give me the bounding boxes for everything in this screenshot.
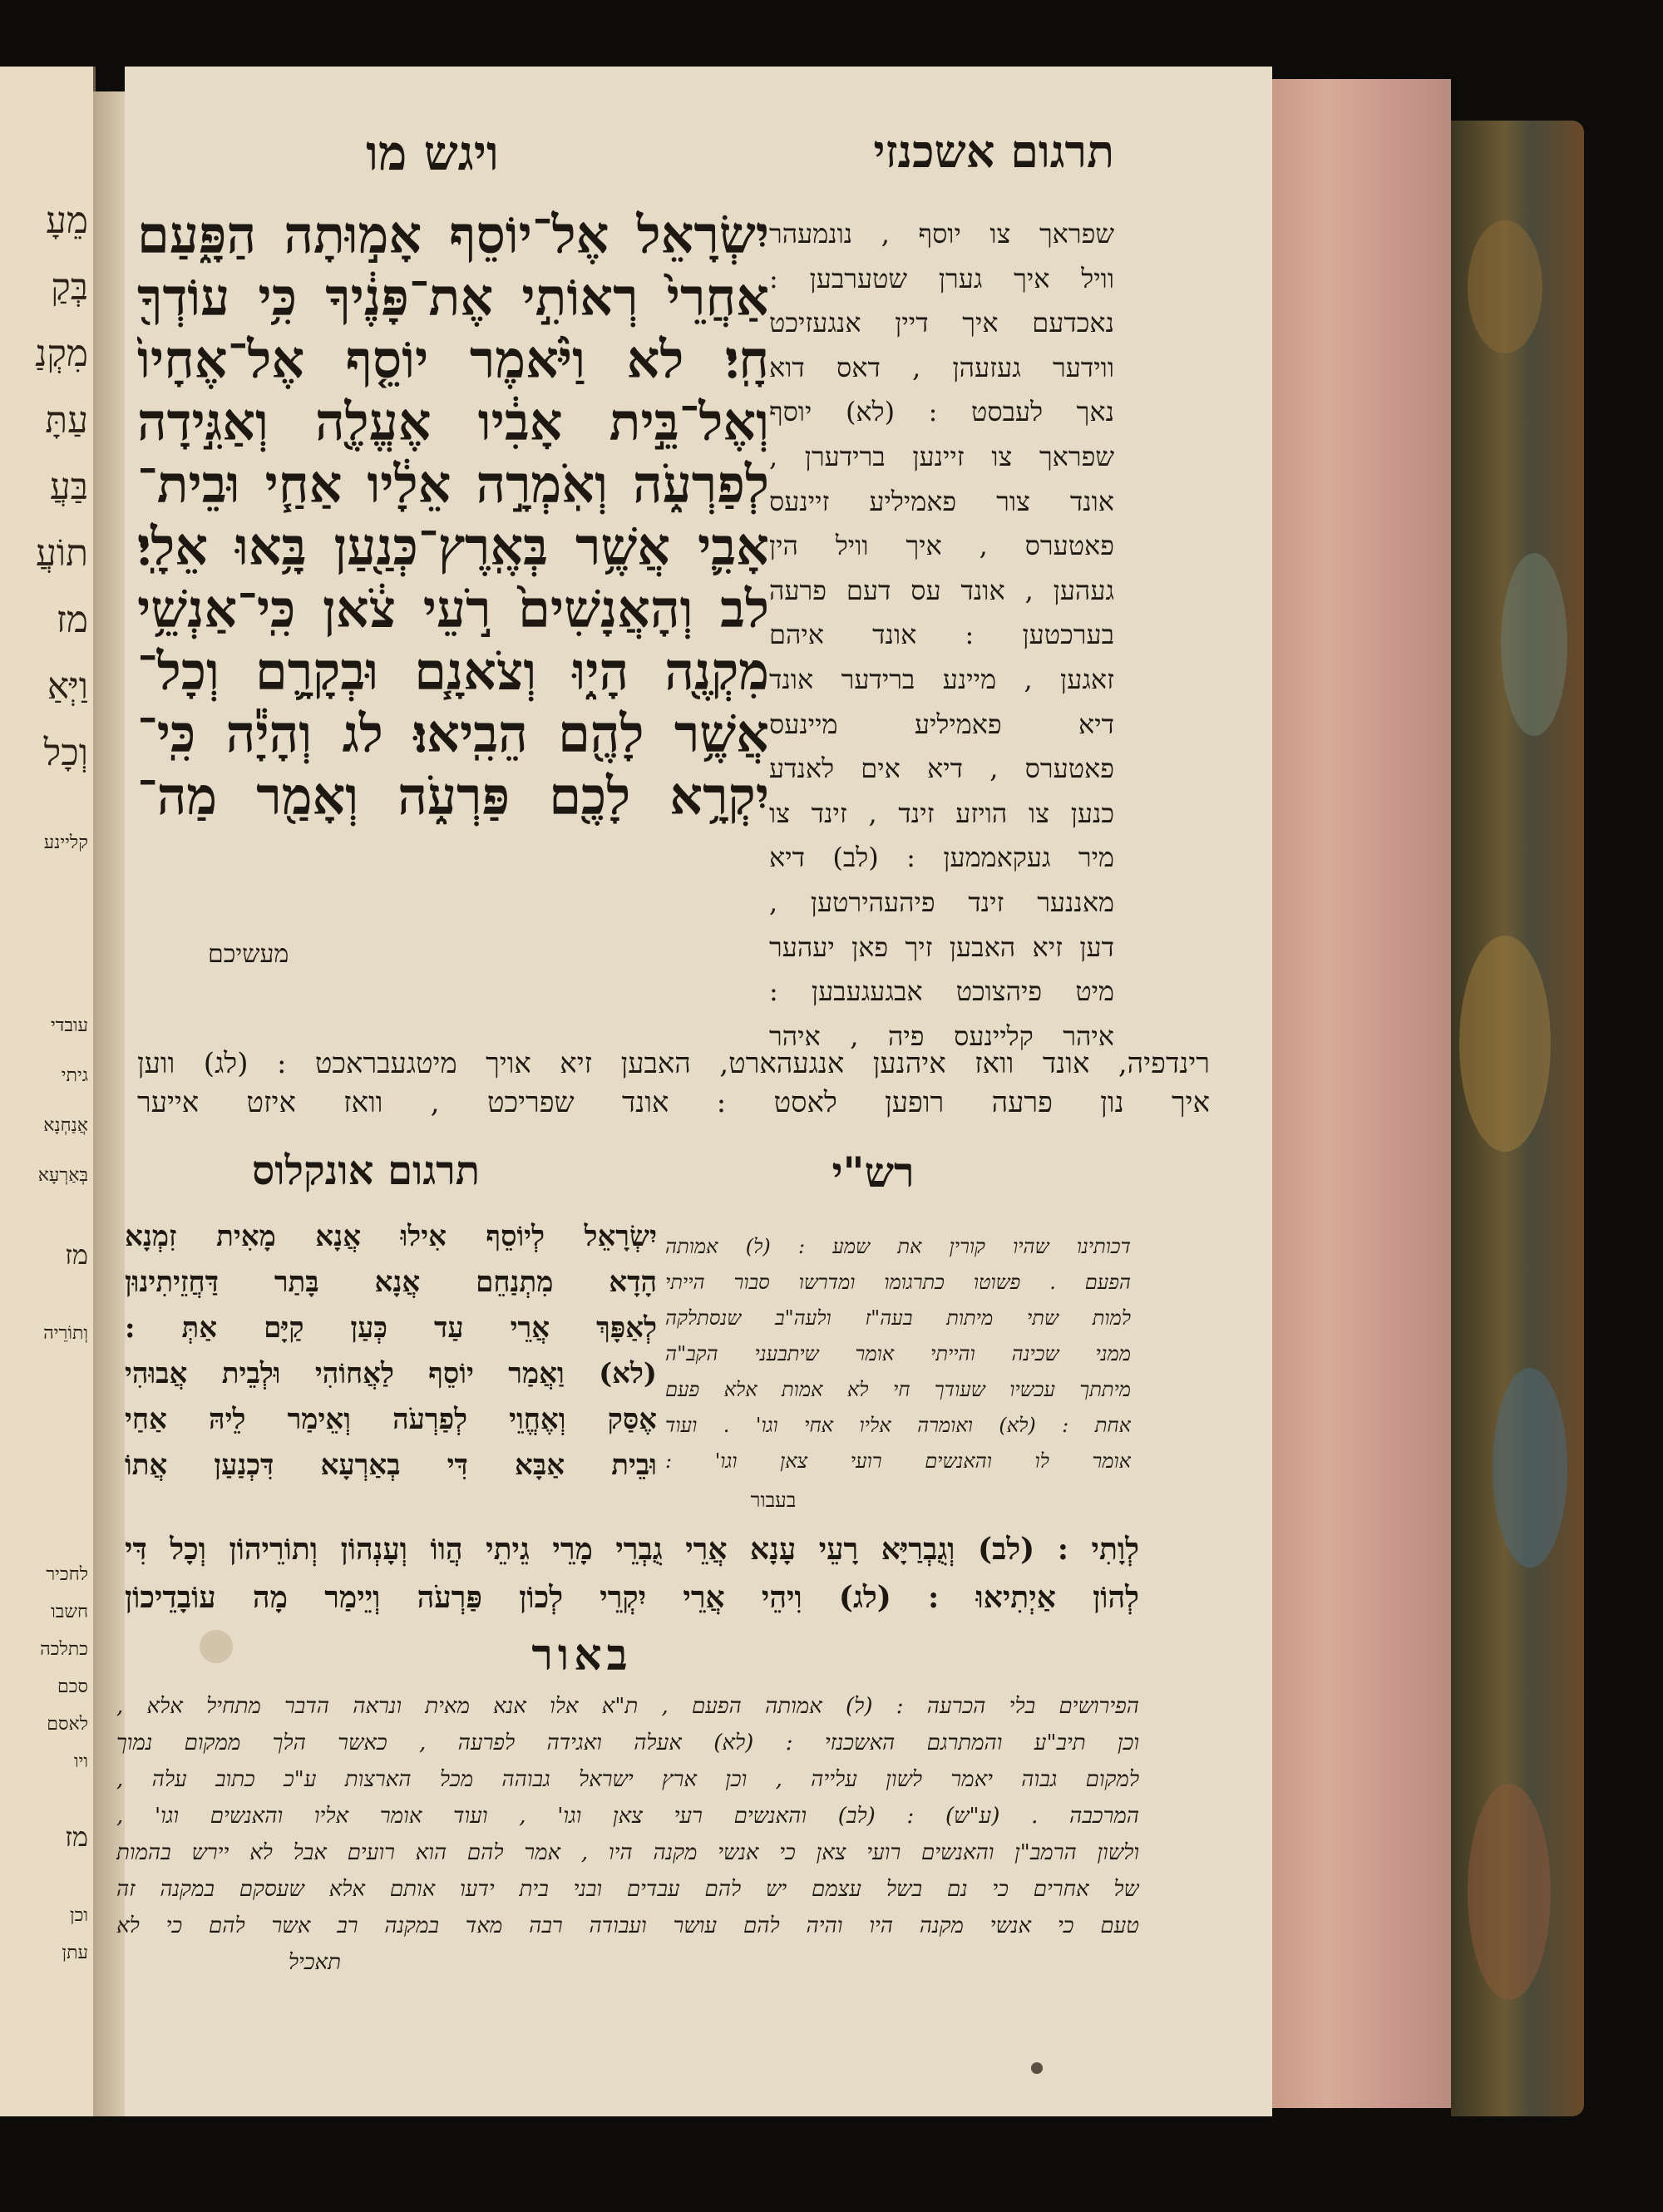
biur-line: של אחרים כי נם בשל עצמם יש להם עבדים ובני בית ידעו אותם אלא שעסקם במקנה זה xyxy=(116,1877,1139,1902)
left-page-line: וְכָל xyxy=(43,732,88,774)
targum-ashkenazi-block xyxy=(769,212,1114,1059)
onkelos-line: אֶסַּק וְאֶחֱוֵי לְפַרְעֹה וְאֵימַר לֵיהּ אַחַי xyxy=(125,1403,657,1436)
marbling-spot xyxy=(1459,936,1551,1152)
rashi-line: הפעם . פשוטו כתרגומו ומדרשו סבור הייתי xyxy=(665,1271,1131,1294)
left-page-line: בְּקַ xyxy=(51,266,88,309)
left-page-line: וַיְּאַ xyxy=(47,665,88,708)
targum-line: געהען , אונד עס דעם פרעה xyxy=(769,574,1114,606)
targum-line: וויל איך גערן שטערבען : xyxy=(769,262,1114,294)
left-page-line: מז xyxy=(65,1821,88,1853)
paper-stain xyxy=(200,1630,233,1663)
left-page-line: מז xyxy=(65,1239,88,1271)
page-edges xyxy=(1272,79,1451,2108)
bottom-shadow xyxy=(0,2116,1588,2212)
biur-line: הפירושים בלי הכרעה : (ל) אמותה הפעם , ת"א אלו אנא מאית ונראה הדבר מתחיל אלא , xyxy=(116,1694,1139,1719)
torah-line: לב וְהָאֲנָשִׁים֙ רֹ֣עֵי צֹ֔אן כִּֽי־אַנְשֵׁ֥י xyxy=(137,579,769,639)
left-page-line: בְּאַרְעָא xyxy=(37,1165,88,1186)
left-page-line: עַתָּ xyxy=(45,399,88,442)
onkelos-heading: תרגום אונקלוס xyxy=(251,1148,481,1194)
targum-line: בערכטען : אונד איהם xyxy=(769,619,1114,651)
torah-line: יִשְׂרָאֵל אֶל־יוֹסֵף אָמ֣וּתָה הַפָּ֑עַם xyxy=(137,205,769,265)
left-page-line: מז xyxy=(56,599,88,641)
running-title-right: תרגום אשכנזי xyxy=(873,125,1114,178)
torah-line: חָֽי׃ לא וַיֹּ֨אמֶר יוֹסֵ֤ף אֶל־אֶחָיו֙ xyxy=(137,329,769,390)
left-page-line: עתן xyxy=(62,1943,88,1963)
left-page-line: בַּעֲ xyxy=(49,466,88,508)
torah-line: אַחֲרֵי֙ רְאוֹתִ֣י אֶת־פָּנֶ֔יךָ כִּ֥י עוֹדְךָ֖ xyxy=(137,267,769,328)
rashi-line: אומר לו והאנשים רועי צאן וגו' : xyxy=(665,1449,1131,1473)
torah-line: יִקְרָ֥א לָכֶ֖ם פַּרְעֹ֑ה וְאָמַ֖ר מַה־ xyxy=(137,766,769,827)
rashi-line: מיתתך עכשיו שעודך חי לא אמות אלא פעם xyxy=(665,1378,1131,1401)
biur-line: למקום גבוה יאמר לשון עלייה , וכן ארץ ישראל גבוהה מכל הארצות ע"כ כתוב עלה , xyxy=(116,1767,1139,1792)
torah-line: מִקְנֶ֖ה הָי֑וּ וְצֹאנָ֧ם וּבְקָרָ֛ם וְכָל־ xyxy=(137,641,769,702)
marbling-spot xyxy=(1501,553,1567,736)
onkelos-line: לְאַפָּךְ אֲרֵי עַד כְּעַן קַיָּם אַתְּ : xyxy=(125,1311,657,1345)
targum-line: שפראך צו זיינען ברידערן , xyxy=(769,440,1114,472)
book-cover-edge xyxy=(1451,121,1584,2116)
left-page-line: כתלכה xyxy=(40,1639,88,1660)
torah-text-block xyxy=(137,204,769,827)
targum-line: נאכדעם איך דיין אנגעזיכט xyxy=(769,307,1114,339)
onkelos-line: יִשְׂרָאֵל לְיוֹסֵף אִילוּ אֲנָא מָאִית זִמְנָא xyxy=(125,1220,657,1253)
rashi-line: דכותינו שהיו קורין את שמע : (ל) אמותה xyxy=(665,1235,1131,1258)
left-page-line: עובדי xyxy=(50,1015,88,1036)
biur-line: טעם כי אנשי מקנה היו והיה להם עושר ועבודה רבה מאד במקנה רב אשר להם כי לא xyxy=(116,1913,1139,1938)
left-page-line: לחכיר xyxy=(46,1564,88,1585)
targum-wide-line: איך נון פרעה רופען לאסט : אונד שפריכט , וואז איזט אייער xyxy=(137,1086,1210,1119)
rashi-line: למות שתי מיתות בעה"ז ולעה"ב שנסתלקה xyxy=(665,1306,1131,1330)
targum-line: פאטערס , איך וויל הין xyxy=(769,530,1114,562)
targum-line: מאננער זינד פיהעהירטען , xyxy=(769,886,1114,918)
biur-line: תאכיל xyxy=(288,1950,341,1975)
marbling-spot xyxy=(1468,1784,1551,2000)
targum-line: נאך לעבסט : (לא) יוסף xyxy=(769,396,1114,428)
left-page-fragment xyxy=(0,67,96,2129)
marbling-spot xyxy=(1468,220,1542,353)
biur-block xyxy=(116,1688,1139,1981)
paper-stain xyxy=(1031,2062,1043,2074)
rashi-block xyxy=(665,1229,1131,1479)
running-title-left: ויגש מו xyxy=(366,125,499,181)
targum-line: איהר קליינעס פיה , איהר xyxy=(769,1020,1114,1052)
left-page-line: ויו xyxy=(73,1751,88,1772)
biur-heading: באור xyxy=(531,1630,633,1681)
left-page-line: וכן xyxy=(70,1905,88,1926)
onkelos-line: (לא) וַאֲמַר יוֹסֵף לַאֲחוֹהִי וּלְבֵית אֲבוּהִי xyxy=(125,1357,657,1390)
targum-line: שפראך צו יוסף , נונמעהר xyxy=(769,218,1114,249)
onkelos-continuation-line: לְוָתִי : (לב) וְגֻבְרַיָּא רָעֵי עָנָא אֲרֵי גֻבְרֵי מָרֵי גֵיתֵי הֲווֹ וְעָנְהוֹן וְתוֹרֵיהוֹן וְכָל דִּי xyxy=(125,1532,1139,1567)
left-page-line: סכם xyxy=(57,1676,88,1697)
targum-line: ווידער געזעהן , דאס דוא xyxy=(769,351,1114,383)
rashi-line: אחת : (לא) ואומרה אליו אחי וגו' . ועוד xyxy=(665,1414,1131,1437)
targum-line: מיר געקאממען : (לב) דיא xyxy=(769,842,1114,874)
torah-line: לְפַרְעֹ֑ה וְאֹֽמְרָ֣ה אֵלָ֔יו אַחַ֧י וּבֵית־ xyxy=(137,454,769,515)
left-page-line: מִקְנַ xyxy=(35,333,88,375)
torah-line: אֲשֶׁ֥ר לָהֶ֖ם הֵבִֽיאוּ׃ לג וְהָיָ֕ה כִּֽי־ xyxy=(137,704,769,764)
left-page-line: גיתי xyxy=(61,1065,88,1086)
targum-line: זאגען , מיינע ברידער אונד xyxy=(769,663,1114,695)
rashi-heading: רש"י xyxy=(832,1148,915,1197)
onkelos-line: וּבֵית אַבָּא דִּי בְאַרְעָא דִּכְנַעַן אֲתוֹ xyxy=(125,1449,657,1482)
targum-line: דיא פאמיליע מיינעס xyxy=(769,708,1114,740)
rashi-line: ממני שכינה והייתי אומר שיתבעני הקב"ה xyxy=(665,1342,1131,1365)
left-page-line: אֲנַחְנָא xyxy=(43,1115,88,1136)
targum-line: פאטערס , דיא אים לאנדע xyxy=(769,753,1114,785)
targum-line: דען זיא האבען זיך פאן יעהער xyxy=(769,931,1114,963)
left-page-line: קליינע xyxy=(43,832,88,853)
targum-wide-line: רינדפיה, אונד וואז איהנען אנגעהארט, האבען זיא אויך מיטגעבראכט : (לג) ווען xyxy=(137,1047,1210,1080)
targum-line: כנען צו הויזע זינד , זינד צו xyxy=(769,797,1114,829)
left-page-line: מֵעָ xyxy=(46,200,88,242)
onkelos-line: הָדָא מִתְנַחֵם אֲנָא בָּתַר דַּחֲזֵיתִינוּן xyxy=(125,1266,657,1299)
targum-line: מיט פיהצוכט אבגעגעבען : xyxy=(769,975,1114,1008)
marbling-spot xyxy=(1493,1368,1567,1568)
biur-line: וכן תיב"ע והמתרגם האשכנזי : (לא) אעלה ואגידה לפרעה , כאשר הלך ממקום נמוך xyxy=(116,1731,1139,1755)
left-page-line: לאסם xyxy=(47,1714,88,1735)
torah-line: וְאֶל־בֵּ֣ית אָבִ֔יו אֶעֱלֶ֖ה וְאַגִּ֣ידָה xyxy=(137,392,769,452)
left-page-line: חשבו xyxy=(51,1602,88,1622)
torah-catchword: מעשיכם xyxy=(208,940,289,969)
left-page-line: וְתוֹרֵיה xyxy=(43,1323,88,1344)
rashi-catchword: בעבור xyxy=(750,1489,797,1512)
left-page-line: תוֹעֲ xyxy=(36,532,88,575)
biur-line: המרכבה . (ע"ש) : (לב) והאנשים רעי צאן וגו' , ועוד אומר אליו והאנשים וגו' , xyxy=(116,1804,1139,1829)
torah-line: אָבִ֛י אֲשֶׁ֥ר בְּאֶֽרֶץ־כְּנַ֖עַן בָּ֥אוּ אֵלָֽי׃ xyxy=(137,516,769,577)
onkelos-continuation-line: לְהוֹן אַיְתִיאוּ : (לג) וִיהֵי אֲרֵי יִקְרֵי לְכוֹן פַּרְעֹה וְיֵימַר מָה עוֹבָדֵיכוֹן xyxy=(125,1580,1139,1615)
targum-line: אונד צור פאמיליע זיינעס xyxy=(769,485,1114,517)
biur-line: ולשון הרמב"ן והאנשים רועי צאן כי אנשי מקנה היו , אמר להם הוא רועים אבל לא יירש בהמות xyxy=(116,1840,1139,1865)
onkelos-block xyxy=(125,1214,657,1489)
